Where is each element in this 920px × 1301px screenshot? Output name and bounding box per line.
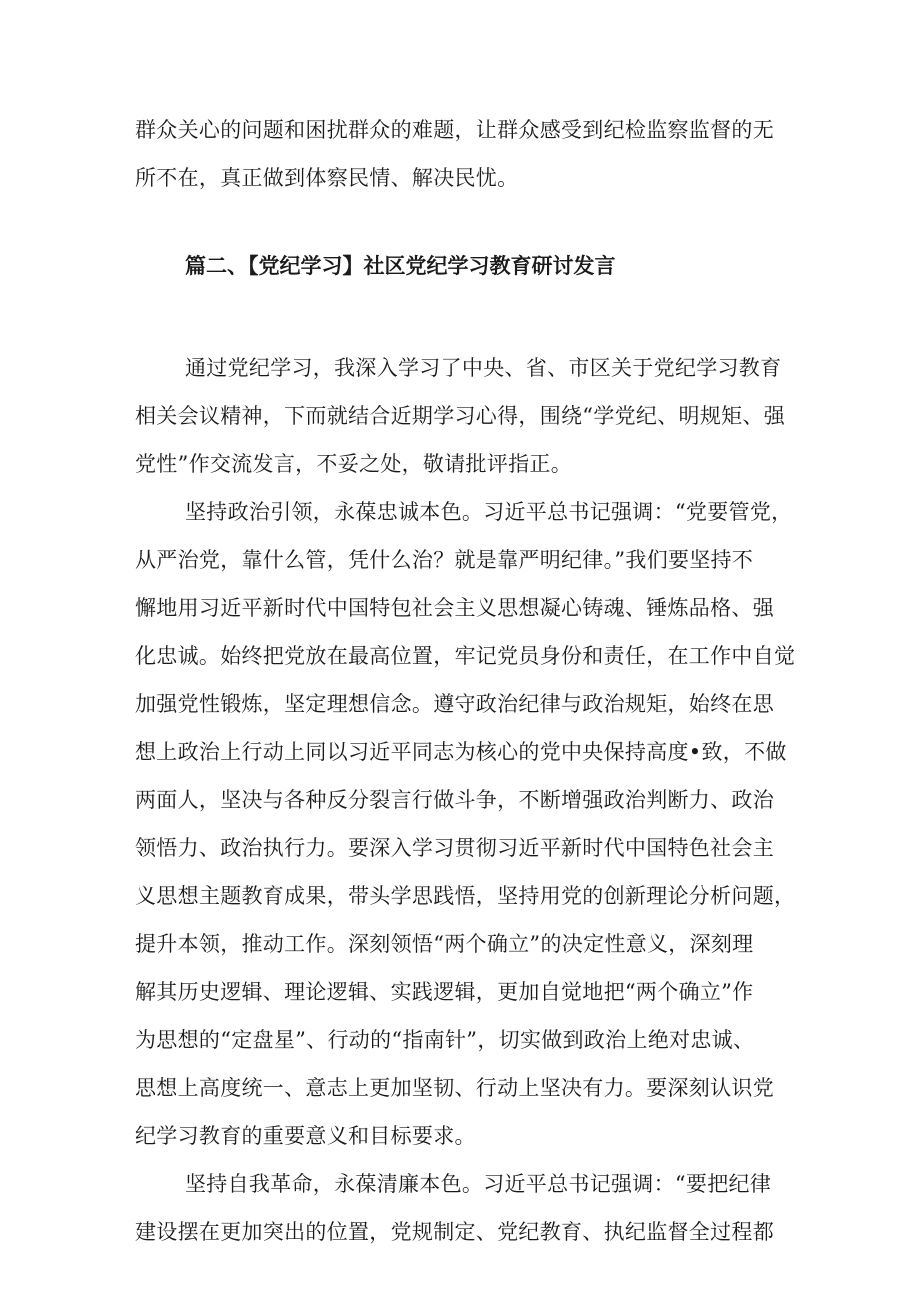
text-line: 所不在，真正做到体察民情、解决民忧。 (135, 166, 519, 190)
paragraph-first-line: 坚持政治引领，永葆忠诚本色。习近平总书记强调：“党要管党， (185, 500, 793, 524)
text-line: 思想上高度统一、意志上更加坚韧、行动上坚决有力。要深刻认识党 (135, 1076, 774, 1100)
text-line: 义思想主题教育成果，带头学思践悟，坚持用党的创新理论分析问题， (135, 884, 796, 908)
text-line: 想上政治上行动上同以习近平同志为核心的党中央保持高度•致，不做 (135, 740, 787, 764)
text-line: 懈地用习近平新时代中国特包社会主义思想凝心铸魂、锤炼品格、强 (135, 596, 774, 620)
text-line: 领悟力、政治执行力。要深入学习贯彻习近平新时代中国特色社会主 (135, 836, 774, 860)
text-line: 群众关心的问题和困扰群众的难题，让群众感受到纪检监察监督的无 (135, 118, 774, 142)
text-line: 为思想的“定盘星”、行动的“指南针”，切实做到政治上绝对忠诚、 (135, 1028, 755, 1052)
text-line: 纪学习教育的重要意义和目标要求。 (135, 1124, 476, 1148)
paragraph-first-line: 通过党纪学习，我深入学习了中央、省、市区关于党纪学习教育 (185, 356, 782, 380)
text-line: 提升本领，推动工作。深刻领悟“两个确立”的决定性意义，深刻理 (135, 932, 754, 956)
section-heading: 篇二、【党纪学习】社区党纪学习教育研讨发言 (185, 253, 616, 278)
paragraph-first-line: 坚持自我革命，永葆清廉本色。习近平总书记强调：“要把纪律 (185, 1172, 772, 1196)
text-line: 加强党性锻炼，坚定理想信念。遵守政治纪律与政治规矩，始终在思 (135, 692, 774, 716)
text-line: 两面人，坚决与各种反分裂言行做斗争，不断增强政治判断力、政治 (135, 788, 774, 812)
text-line: 化忠诚。始终把党放在最高位置，牢记党员身份和责任，在工作中自觉 (135, 644, 796, 668)
text-line: 相关会议精神，下而就结合近期学习心得，围绕“学党纪、明规矩、强 (135, 404, 786, 428)
text-line: 建设摆在更加突出的位置，党规制定、党纪教育、执纪监督全过程都 (135, 1220, 774, 1244)
text-line: 党性”作交流发言，不妥之处，敬请批评指正。 (135, 452, 573, 476)
text-line: 从严治党，靠什么管，凭什么治？就是靠严明纪律。”我们要坚持不 (135, 548, 754, 572)
text-line: 解其历史逻辑、理论逻辑、实践逻辑，更加自觉地把“两个确立”作 (135, 980, 754, 1004)
